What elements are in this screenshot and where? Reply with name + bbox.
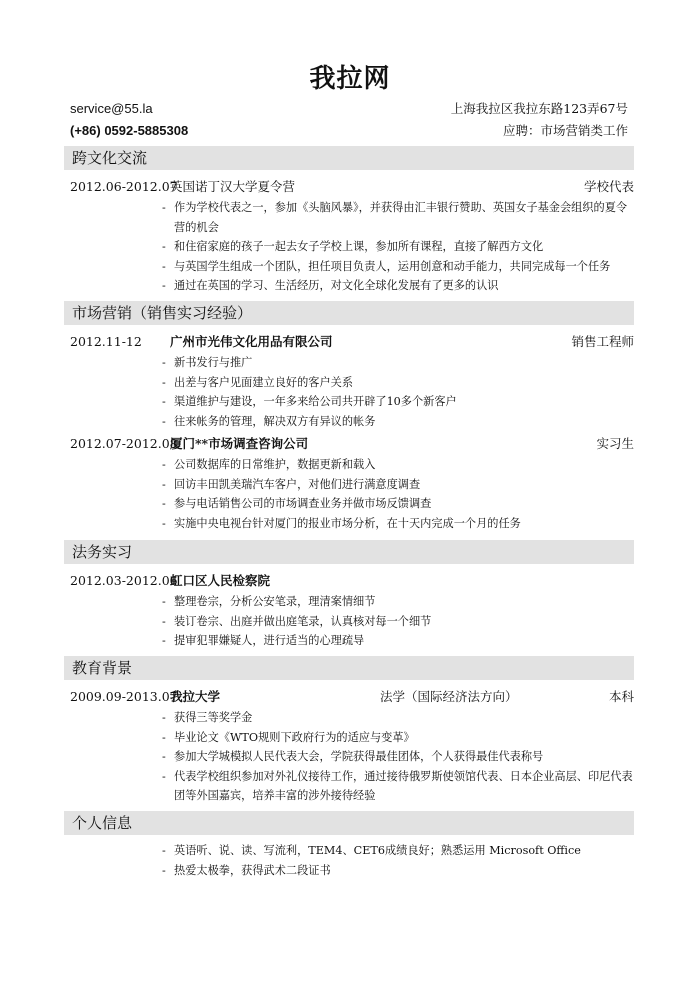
info-entry [70,841,634,880]
section-title: 法务实习 [64,540,634,564]
entry-header [70,331,634,353]
entry-date: 2012.03-2012.06 [70,573,178,588]
list-item: - 参与电话销售公司的市场调查业务并做市场反馈调查 [162,494,634,514]
entry-org: 虹口区人民检察院 [170,573,271,588]
experience-entry [70,331,634,431]
entry-date: 2009.09-2013.07 [70,689,178,704]
entry-org: 英国诺丁汉大学夏令营 [170,179,296,194]
list-item: - 实施中央电视台针对厦门的报业市场分析，在十天内完成一个月的任务 [162,514,634,534]
list-item: - 与英国学生组成一个团队，担任项目负责人，运用创意和动手能力，共同完成每一个任务 [162,257,634,277]
experience-entry [70,570,634,651]
list-item: - 新书发行与推广 [162,353,634,373]
entry-date: 2012.11-12 [70,334,142,349]
section-education [64,656,634,808]
entry-items [70,841,634,880]
entry-major: 法学（国际经济法方向） [380,689,518,704]
contact-right [451,98,628,142]
section-title: 跨文化交流 [64,146,634,170]
entry-degree: 本科 [608,689,634,704]
section-cross-culture [64,146,634,298]
email-text: service@55.la [70,101,153,116]
list-item: - 出差与客户见面建立良好的客户关系 [162,373,634,393]
entry-header [70,570,634,592]
entry-date: 2012.07-2012.08 [70,436,178,451]
list-item: - 获得三等奖学金 [162,708,634,728]
list-item: - 毕业论文《WTO规则下政府行为的适应与变革》 [162,728,634,748]
resume-name: 我拉网 [309,64,391,94]
entry-role: 销售工程师 [571,334,634,349]
entry-items [70,353,634,431]
list-item: - 装订卷宗、出庭并做出庭笔录，认真核对每一个细节 [162,612,634,632]
entry-org: 我拉大学 [170,689,221,704]
education-entry [70,686,634,806]
entry-items [70,708,634,806]
entry-date: 2012.06-2012.07 [70,179,178,194]
list-item: - 参加大学城模拟人民代表大会，学院获得最佳团体，个人获得最佳代表称号 [162,747,634,767]
section-legal-internship [64,540,634,653]
experience-entry [70,176,634,296]
section-personal-info [64,811,634,882]
list-item: - 回访丰田凯美瑞汽车客户，对他们进行满意度调查 [162,475,634,495]
entry-org: 广州市光伟文化用品有限公司 [170,334,333,349]
entry-header [70,176,634,198]
list-item: - 代表学校组织参加对外礼仪接待工作，通过接待俄罗斯使领馆代表、日本企业高层、印尼代表团等外国嘉宾，培养丰富的涉外接待经验 [162,767,634,806]
list-item: - 和住宿家庭的孩子一起去女子学校上课，参加所有课程，直接了解西方文化 [162,237,634,257]
list-item: - 往来帐务的管理，解决双方有异议的帐务 [162,412,634,432]
objective-text: 应聘：市场营销类工作 [502,123,628,138]
contact-left [70,98,188,142]
list-item: - 通过在英国的学习、生活经历，对文化全球化发展有了更多的认识 [162,276,634,296]
entry-header [70,433,634,455]
entry-items [70,592,634,651]
list-item: - 英语听、说、读、写流利，TEM4、CET6成绩良好；熟悉运用 Microsoft Office [162,841,634,861]
entry-role: 实习生 [596,436,634,451]
list-item: - 整理卷宗，分析公安笔录，理清案情细节 [162,592,634,612]
list-item: - 公司数据库的日常维护，数据更新和载入 [162,455,634,475]
section-title: 个人信息 [64,811,634,835]
address-text: 上海我拉区我拉东路123弄67号 [450,101,628,116]
list-item: - 渠道维护与建设，一年多来给公司共开辟了10多个新客户 [162,392,634,412]
list-item: - 热爱太极拳，获得武术二段证书 [162,861,634,881]
entry-header [70,686,634,708]
entry-role: 学校代表 [583,179,634,194]
entry-org: 厦门**市场调查咨询公司 [170,436,309,451]
list-item: - 提审犯罪嫌疑人，进行适当的心理疏导 [162,631,634,651]
experience-entry [70,433,634,533]
phone-text: (+86) 0592-5885308 [70,123,189,138]
list-item: - 作为学校代表之一，参加《头脑风暴》，并获得由汇丰银行赞助、英国女子基金会组织的夏令营的机会 [162,198,634,237]
section-title: 教育背景 [64,656,634,680]
section-marketing [64,301,634,535]
section-title: 市场营销（销售实习经验） [64,301,634,325]
entry-items [70,455,634,533]
entry-items [70,198,634,296]
